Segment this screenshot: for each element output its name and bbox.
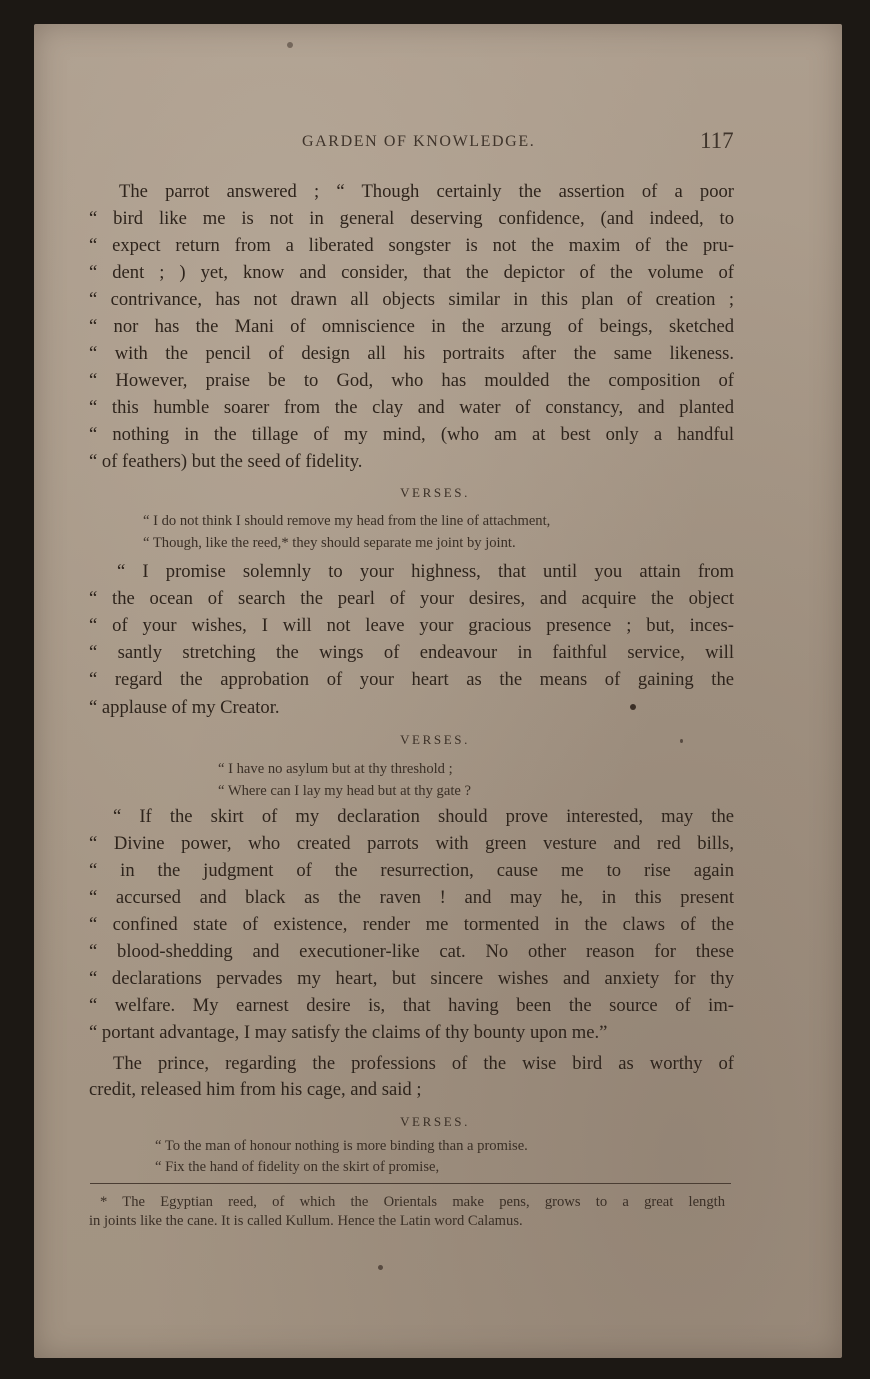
verse-line: “ Where can I lay my head but at thy gate ? — [218, 783, 471, 799]
verses-heading: VERSES. — [400, 485, 470, 500]
paper-speck — [287, 42, 293, 48]
verse-line: “ Fix the hand of fidelity on the skirt of promise, — [155, 1159, 440, 1175]
text-line: “ welfare. My earnest desire is, that having been the source of im- — [89, 995, 734, 1016]
text-line: “ Divine power, who created parrots with green vesture and red bills, — [89, 833, 734, 854]
footnote-rule — [90, 1183, 731, 1184]
verses-heading: VERSES. — [400, 732, 470, 747]
text-line: credit, released him from his cage, and said ; — [89, 1079, 422, 1100]
paper-speck — [680, 739, 683, 743]
text-line: “ this humble soarer from the clay and water of constancy, and planted — [89, 397, 734, 418]
text-line: “ dent ; ) yet, know and consider, that the depictor of the volume of — [89, 262, 734, 283]
text-line: “ of feathers) but the seed of fidelity. — [89, 451, 363, 472]
text-line: “ nor has the Mani of omniscience in the arzung of beings, sketched — [89, 316, 734, 337]
text-line: “ However, praise be to God, who has moulded the composition of — [89, 370, 734, 391]
text-line: “ santly stretching the wings of endeavour in faithful service, will — [89, 642, 734, 663]
text-line: “ of your wishes, I will not leave your gracious presence ; but, inces- — [89, 615, 734, 636]
text-line: “ nothing in the tillage of my mind, (who am at best only a handful — [89, 424, 734, 445]
text-line: “ portant advantage, I may satisfy the claims of thy bounty upon me.” — [89, 1022, 608, 1043]
text-line: “ contrivance, has not drawn all objects similar in this plan of creation ; — [89, 289, 734, 310]
page-number: 117 — [700, 128, 734, 153]
text-line: The prince, regarding the professions of the wise bird as worthy of — [113, 1053, 734, 1074]
text-line: “ expect return from a liberated songster is not the maxim of the pru- — [89, 235, 734, 256]
text-line: The parrot answered ; “ Though certainly the assertion of a poor — [119, 181, 734, 202]
text-line: “ bird like me is not in general deserving confidence, (and indeed, to — [89, 208, 734, 229]
footnote-line: in joints like the cane. It is called Kullum. Hence the Latin word Calamus. — [89, 1213, 523, 1229]
text-line: “ with the pencil of design all his portraits after the same likeness. — [89, 343, 734, 364]
text-line: “ blood-shedding and executioner-like cat. No other reason for these — [89, 941, 734, 962]
text-line: “ confined state of existence, render me tormented in the claws of the — [89, 914, 734, 935]
footnote-line: * The Egyptian reed, of which the Orientals make pens, grows to a great length — [100, 1194, 725, 1210]
text-line: “ I promise solemnly to your highness, that until you attain from — [117, 561, 734, 582]
verse-line: “ I do not think I should remove my head from the line of attachment, — [143, 513, 551, 529]
text-line: “ the ocean of search the pearl of your desires, and acquire the object — [89, 588, 734, 609]
verses-heading: VERSES. — [400, 1114, 470, 1129]
text-line: “ accursed and black as the raven ! and may he, in this present — [89, 887, 734, 908]
text-line: “ in the judgment of the resurrection, cause me to rise again — [89, 860, 734, 881]
text-line: “ applause of my Creator. — [89, 697, 280, 718]
verse-line: “ Though, like the reed,* they should separate me joint by joint. — [143, 535, 516, 551]
text-line: “ If the skirt of my declaration should prove interested, may the — [113, 806, 734, 827]
paper-speck — [378, 1265, 383, 1270]
running-head: GARDEN OF KNOWLEDGE. — [302, 133, 536, 150]
verse-line: “ I have no asylum but at thy threshold ; — [218, 761, 453, 777]
text-line: “ regard the approbation of your heart as the means of gaining the — [89, 669, 734, 690]
verse-line: “ To the man of honour nothing is more binding than a promise. — [155, 1138, 528, 1154]
paper-speck — [630, 704, 636, 710]
text-line: “ declarations pervades my heart, but sincere wishes and anxiety for thy — [89, 968, 734, 989]
